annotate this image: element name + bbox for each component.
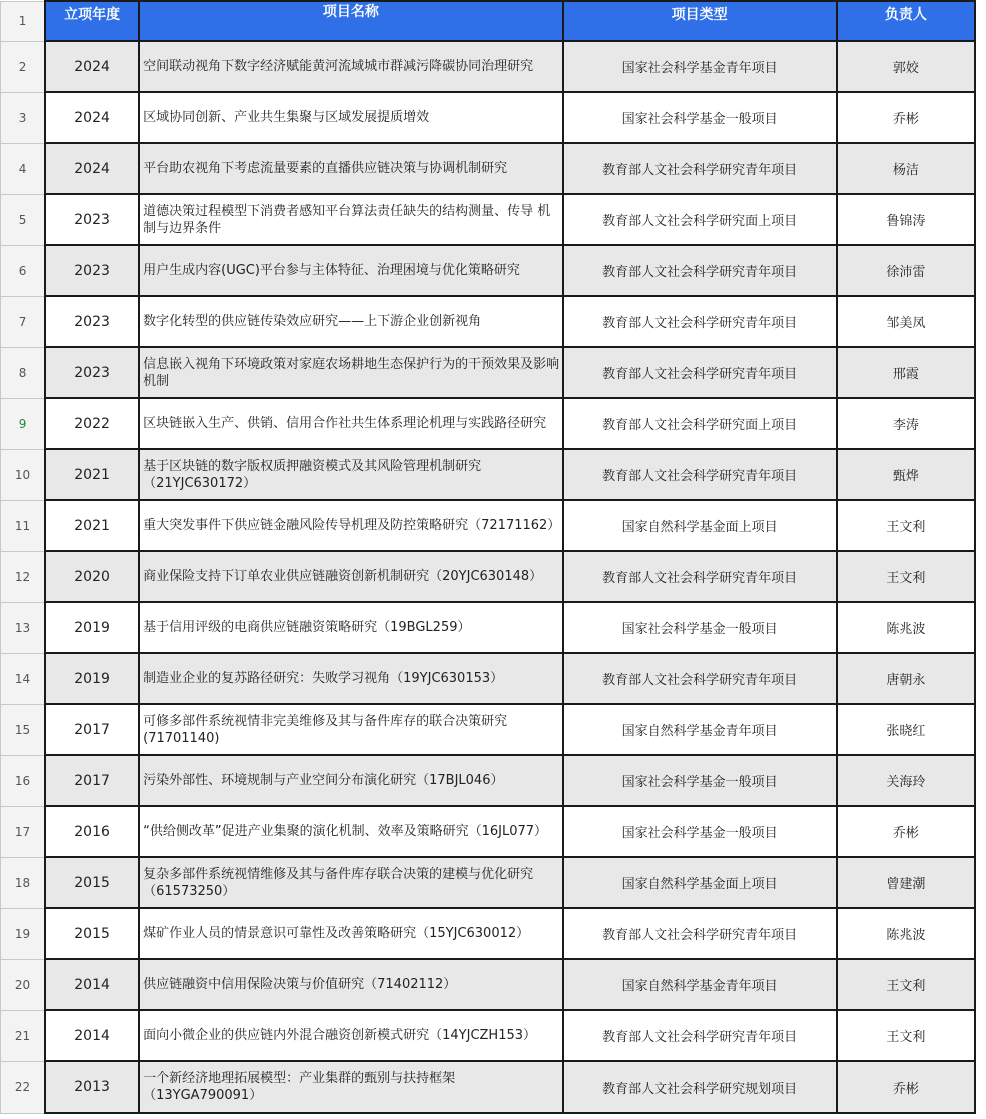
cell-project-type[interactable]: 国家社会科学基金一般项目	[563, 755, 837, 806]
cell-project-name[interactable]: 可修多部件系统视情非完美维修及其与备件库存的联合决策研究(71701140)	[139, 704, 562, 755]
table-row	[1, 959, 976, 1010]
cell-project-type[interactable]: 国家社会科学基金一般项目	[563, 92, 837, 143]
cell-project-type[interactable]: 国家自然科学基金面上项目	[563, 500, 837, 551]
cell-project-type[interactable]: 教育部人文社会科学研究青年项目	[563, 551, 837, 602]
row-number[interactable]: 13	[1, 602, 46, 653]
cell-year[interactable]: 2022	[45, 398, 139, 449]
cell-project-type[interactable]: 教育部人文社会科学研究青年项目	[563, 347, 837, 398]
cell-year[interactable]: 2019	[45, 602, 139, 653]
row-number[interactable]: 11	[1, 500, 46, 551]
cell-project-name[interactable]: 复杂多部件系统视情维修及其与备件库存联合决策的建模与优化研究（61573250）	[139, 857, 562, 908]
cell-project-name[interactable]: 面向小微企业的供应链内外混合融资创新模式研究（14YJCZH153）	[139, 1010, 562, 1061]
table-row	[1, 92, 976, 143]
row-number[interactable]: 5	[1, 194, 46, 245]
cell-project-name[interactable]: 用户生成内容(UGC)平台参与主体特征、治理困境与优化策略研究	[139, 245, 562, 296]
cell-project-name[interactable]: 空间联动视角下数字经济赋能黄河流域城市群减污降碳协同治理研究	[139, 41, 562, 92]
cell-project-name[interactable]: 一个新经济地理拓展模型：产业集群的甄别与扶持框架（13YGA790091）	[139, 1061, 562, 1113]
cell-project-name[interactable]: 区域协同创新、产业共生集聚与区域发展提质增效	[139, 92, 562, 143]
cell-year[interactable]: 2023	[45, 245, 139, 296]
row-number[interactable]: 8	[1, 347, 46, 398]
table-row	[1, 194, 976, 245]
row-number[interactable]: 2	[1, 41, 46, 92]
cell-project-type[interactable]: 国家社会科学基金青年项目	[563, 41, 837, 92]
cell-leader[interactable]: 郭姣	[837, 41, 975, 92]
cell-year[interactable]: 2023	[45, 347, 139, 398]
cell-project-name[interactable]: “供给侧改革”促进产业集聚的演化机制、效率及策略研究（16JL077）	[139, 806, 562, 857]
header-year[interactable]: 立项年度	[45, 1, 139, 41]
cell-project-type[interactable]: 教育部人文社会科学研究面上项目	[563, 398, 837, 449]
row-number[interactable]: 10	[1, 449, 46, 500]
cell-leader[interactable]: 邢霞	[837, 347, 975, 398]
cell-year[interactable]: 2023	[45, 296, 139, 347]
cell-project-type[interactable]: 国家自然科学基金青年项目	[563, 959, 837, 1010]
cell-leader[interactable]: 曾建潮	[837, 857, 975, 908]
cell-project-type[interactable]: 教育部人文社会科学研究面上项目	[563, 194, 837, 245]
cell-project-name[interactable]: 基于区块链的数字版权质押融资模式及其风险管理机制研究（21YJC630172）	[139, 449, 562, 500]
cell-year[interactable]: 2024	[45, 92, 139, 143]
cell-year[interactable]: 2016	[45, 806, 139, 857]
table-row	[1, 398, 976, 449]
table-row	[1, 551, 976, 602]
cell-project-type[interactable]: 教育部人文社会科学研究青年项目	[563, 143, 837, 194]
cell-leader[interactable]: 陈兆波	[837, 602, 975, 653]
table-row	[1, 653, 976, 704]
cell-project-type[interactable]: 教育部人文社会科学研究青年项目	[563, 296, 837, 347]
cell-leader[interactable]: 杨洁	[837, 143, 975, 194]
header-project-name[interactable]: 项目名称	[139, 1, 562, 41]
cell-year[interactable]: 2023	[45, 194, 139, 245]
row-number[interactable]: 22	[1, 1061, 46, 1113]
table-row	[1, 449, 976, 500]
cell-project-type[interactable]: 教育部人文社会科学研究规划项目	[563, 1061, 837, 1113]
row-number[interactable]: 14	[1, 653, 46, 704]
cell-leader[interactable]: 陈兆波	[837, 908, 975, 959]
cell-project-type[interactable]: 国家自然科学基金面上项目	[563, 857, 837, 908]
cell-project-name[interactable]: 商业保险支持下订单农业供应链融资创新机制研究（20YJC630148）	[139, 551, 562, 602]
cell-project-type[interactable]: 国家自然科学基金青年项目	[563, 704, 837, 755]
table-row	[1, 755, 976, 806]
table-row	[1, 857, 976, 908]
cell-leader[interactable]: 王文利	[837, 959, 975, 1010]
cell-leader[interactable]: 关海玲	[837, 755, 975, 806]
cell-year[interactable]: 2013	[45, 1061, 139, 1113]
cell-year[interactable]: 2015	[45, 908, 139, 959]
cell-year[interactable]: 2019	[45, 653, 139, 704]
cell-year[interactable]: 2014	[45, 959, 139, 1010]
table-row	[1, 347, 976, 398]
table-row	[1, 704, 976, 755]
row-number[interactable]: 4	[1, 143, 46, 194]
table-row	[1, 500, 976, 551]
row-number[interactable]: 7	[1, 296, 46, 347]
cell-year[interactable]: 2021	[45, 500, 139, 551]
cell-project-name[interactable]: 基于信用评级的电商供应链融资策略研究（19BGL259）	[139, 602, 562, 653]
cell-leader[interactable]: 李涛	[837, 398, 975, 449]
cell-project-name[interactable]: 信息嵌入视角下环境政策对家庭农场耕地生态保护行为的干预效果及影响机制	[139, 347, 562, 398]
row-number[interactable]: 19	[1, 908, 46, 959]
cell-project-type[interactable]: 教育部人文社会科学研究青年项目	[563, 245, 837, 296]
table-row	[1, 908, 976, 959]
cell-project-name[interactable]: 污染外部性、环境规制与产业空间分布演化研究（17BJL046）	[139, 755, 562, 806]
table-row	[1, 1010, 976, 1061]
table-row	[1, 143, 976, 194]
header-project-type[interactable]: 项目类型	[563, 1, 837, 41]
cell-year[interactable]: 2020	[45, 551, 139, 602]
cell-project-name[interactable]: 区块链嵌入生产、供销、信用合作社共生体系理论机理与实践路径研究	[139, 398, 562, 449]
header-leader[interactable]: 负责人	[837, 1, 975, 41]
cell-project-type[interactable]: 教育部人文社会科学研究青年项目	[563, 653, 837, 704]
table-row	[1, 1061, 976, 1113]
row-number[interactable]: 18	[1, 857, 46, 908]
cell-leader[interactable]: 鲁锦涛	[837, 194, 975, 245]
table-row	[1, 806, 976, 857]
cell-project-name[interactable]: 供应链融资中信用保险决策与价值研究（71402112）	[139, 959, 562, 1010]
cell-leader[interactable]: 乔彬	[837, 806, 975, 857]
cell-leader[interactable]: 张晓红	[837, 704, 975, 755]
cell-leader[interactable]: 甄烨	[837, 449, 975, 500]
table-row	[1, 296, 976, 347]
row-number[interactable]: 17	[1, 806, 46, 857]
cell-leader[interactable]: 徐沛雷	[837, 245, 975, 296]
header-row	[1, 1, 976, 41]
row-number[interactable]: 16	[1, 755, 46, 806]
cell-leader[interactable]: 王文利	[837, 500, 975, 551]
row-number[interactable]: 9	[1, 398, 46, 449]
cell-project-name[interactable]: 道德决策过程模型下消费者感知平台算法责任缺失的结构测量、传导 机制与边界条件	[139, 194, 562, 245]
cell-year[interactable]: 2024	[45, 41, 139, 92]
cell-leader[interactable]: 乔彬	[837, 1061, 975, 1113]
row-number[interactable]: 20	[1, 959, 46, 1010]
cell-project-name[interactable]: 重大突发事件下供应链金融风险传导机理及防控策略研究（72171162）	[139, 500, 562, 551]
table-row	[1, 41, 976, 92]
cell-leader[interactable]: 乔彬	[837, 92, 975, 143]
cell-project-type[interactable]: 教育部人文社会科学研究青年项目	[563, 449, 837, 500]
cell-year[interactable]: 2017	[45, 704, 139, 755]
cell-project-name[interactable]: 数字化转型的供应链传染效应研究——上下游企业创新视角	[139, 296, 562, 347]
row-number[interactable]: 15	[1, 704, 46, 755]
row-number[interactable]: 12	[1, 551, 46, 602]
cell-leader[interactable]: 唐朝永	[837, 653, 975, 704]
row-number[interactable]: 1	[1, 1, 46, 41]
cell-project-name[interactable]: 煤矿作业人员的情景意识可靠性及改善策略研究（15YJC630012）	[139, 908, 562, 959]
cell-project-type[interactable]: 教育部人文社会科学研究青年项目	[563, 1010, 837, 1061]
cell-project-type[interactable]: 国家社会科学基金一般项目	[563, 602, 837, 653]
cell-year[interactable]: 2015	[45, 857, 139, 908]
cell-leader[interactable]: 王文利	[837, 1010, 975, 1061]
cell-leader[interactable]: 王文利	[837, 551, 975, 602]
cell-year[interactable]: 2021	[45, 449, 139, 500]
cell-project-name[interactable]: 制造业企业的复苏路径研究：失败学习视角（19YJC630153）	[139, 653, 562, 704]
cell-project-type[interactable]: 教育部人文社会科学研究青年项目	[563, 908, 837, 959]
row-number[interactable]: 6	[1, 245, 46, 296]
row-number[interactable]: 3	[1, 92, 46, 143]
cell-year[interactable]: 2017	[45, 755, 139, 806]
table-row	[1, 602, 976, 653]
cell-year[interactable]: 2014	[45, 1010, 139, 1061]
cell-project-name[interactable]: 平台助农视角下考虑流量要素的直播供应链决策与协调机制研究	[139, 143, 562, 194]
cell-project-type[interactable]: 国家社会科学基金一般项目	[563, 806, 837, 857]
cell-year[interactable]: 2024	[45, 143, 139, 194]
cell-leader[interactable]: 邹美凤	[837, 296, 975, 347]
table-row	[1, 245, 976, 296]
row-number[interactable]: 21	[1, 1010, 46, 1061]
